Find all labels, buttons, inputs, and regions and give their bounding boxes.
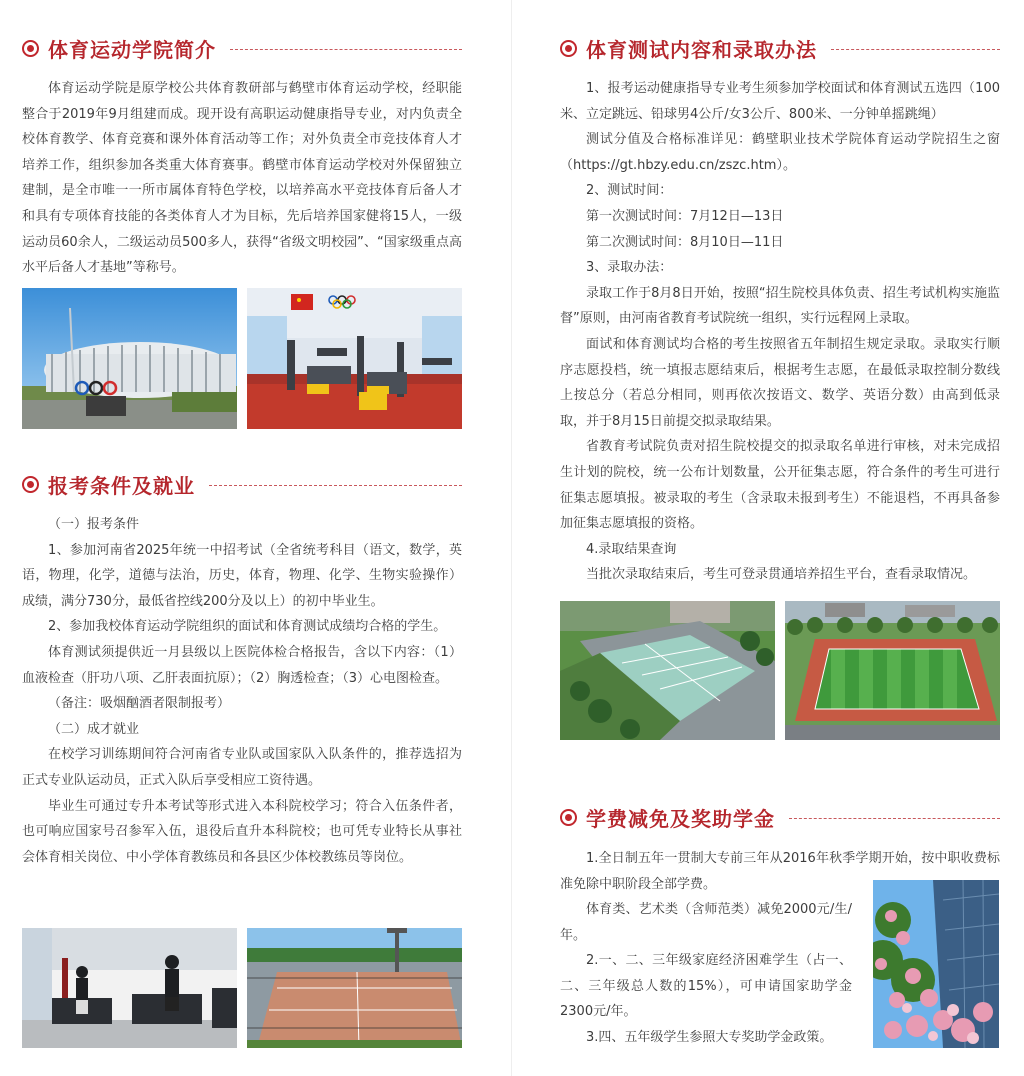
athletics-field-aerial-photo: [785, 601, 1000, 740]
fitness-training-photo: [22, 928, 237, 1048]
admission-text: [22, 512, 462, 870]
paragraph: 1、报考运动健康指导专业考生须参加学校面试和体育测试五选四（100米、立定跳远、铅球男4公斤/女3公斤、800米、一分钟单摇跳绳）: [560, 81, 1000, 122]
circle-bullet-icon: [560, 40, 577, 57]
tennis-courts-aerial-photo: [560, 601, 775, 740]
section-title: 体育测试内容和录取办法: [586, 37, 817, 62]
paragraph: 毕业生可通过专升本考试等形式进入本科院校学习；符合入伍条件者，也可响应国家号召参军入伍，退役后直升本科院校；也可凭专业特长从事社会体育相关岗位、中小学体育教练员和各县区少体校教练员等岗位。: [22, 798, 462, 865]
paragraph: （二）成才就业: [48, 721, 140, 737]
paragraph: 录取工作于8月8日开始，按照“招生院校具体负责、招生考试机构实施监督”原则，由河南省教育考试院统一组织，实行远程网上录取。: [560, 285, 1000, 327]
circle-bullet-icon: [22, 476, 39, 493]
paragraph: 体育类、艺术类（含师范类）减免2000元/生/年。: [560, 902, 852, 943]
paragraph: 2.一、二、三年级家庭经济困难学生（占一、二、三年级总人数的15%），可申请国家助学金2300元/年。: [560, 953, 852, 1020]
paragraph: 在校学习训练期间符合河南省专业队或国家队入队条件的，推荐选招为正式专业队运动员，正式入队后享受相应工资待遇。: [22, 747, 462, 788]
paragraph: 3、录取办法：: [586, 260, 673, 276]
paragraph: 2、参加我校体育运动学院组织的面试和体育测试成绩均合格的学生。: [48, 619, 447, 635]
dashed-rule: [230, 49, 462, 50]
section-heading-tuition: [560, 802, 1000, 832]
paragraph: 省教育考试院负责对招生院校提交的拟录取名单进行审核，对未完成招生计划的院校，统一公布计划数量，公开征集志愿，符合条件的考生可进行征集志愿填报。被录取的考生（含录取未报到考生）不能退档，不再具备参加征集志愿填报的资格。: [560, 439, 1000, 532]
test-text: [560, 76, 1000, 588]
paragraph: 2、测试时间：: [586, 183, 673, 199]
section-title: 学费减免及奖助学金: [586, 806, 775, 831]
paragraph: 3.四、五年级学生参照大专奖助学金政策。: [586, 1029, 833, 1045]
section-heading-intro: [22, 33, 462, 63]
outdoor-courts-photo: [247, 928, 462, 1048]
stadium-photo: [22, 288, 237, 429]
dashed-rule: [831, 49, 1000, 50]
section-heading-admission: [22, 469, 462, 499]
intro-text: [22, 76, 462, 281]
paragraph: 1.全日制五年一贯制大专前三年从2016年秋季学期开始，按中职收费标准免除中职阶段全部学费。: [560, 851, 1000, 892]
gym-photo: [247, 288, 462, 429]
section-heading-test: [560, 33, 1000, 63]
circle-bullet-icon: [22, 40, 39, 57]
paragraph: 第二次测试时间：8月10日—11日: [586, 234, 784, 250]
paragraph: 体育运动学院是原学校公共体育教研部与鹤壁市体育运动学校，经职能整合于2019年9月组建而成。现开设有高职运动健康指导专业，对内负责全校体育教学、体育竞赛和课外体育活动等工作；对外负责全市竞技体育人才培养工作，组织参加各类重大体育赛事。鹤壁市体育运动学校对外保留独立建制，是全市唯一一所市属体育特色学校，以培养高水平竞技体育后备人才和具有专项体育技能的各类体育人才为目标，先后培养国家健将15人，一级运动员60余人，二级运动员500多人，获得“省级文明校园”、“国家级重点高水平后备人才基地”等称号。: [22, 81, 462, 276]
dashed-rule: [789, 818, 1000, 819]
paragraph: 1、参加河南省2025年统一中招考试（全省统考科目（语文，数学，英语，物理，化学，道德与法治，历史，体育，物理、化学、生物实验操作）成绩，满分730分，最低省控线200分及以上）的初中毕业生。: [22, 542, 462, 609]
paragraph: 面试和体育测试均合格的考生按照省五年制招生规定录取。录取实行顺序志愿投档，统一填报志愿结束后，根据考生志愿，在最低录取控制分数线上按总分（若总分相同，则再依次按语文、数学、英语分数）由高到低录取，并于8月15日前提交拟录取结果。: [560, 336, 1000, 429]
tuition-text-narrow: [560, 897, 852, 1051]
paragraph: （备注：吸烟酗酒者限制报考）: [48, 696, 231, 712]
paragraph: 4.录取结果查询: [586, 541, 677, 557]
paragraph: 测试分值及合格标准详见：鹤壁职业技术学院体育运动学院招生之窗（https://gt.hbzy.edu.cn/zszc.htm）。: [560, 132, 1000, 173]
circle-bullet-icon: [560, 809, 577, 826]
paragraph: 当批次录取结束后，考生可登录贯通培养招生平台，查看录取情况。: [586, 567, 977, 583]
section-title: 体育运动学院简介: [48, 37, 216, 62]
page-fold-divider: [511, 0, 512, 1076]
campus-blossom-photo: [873, 880, 999, 1048]
paragraph: 体育测试须提供近一月县级以上医院体检合格报告，含以下内容：（1）血液检查（肝功八项、乙肝表面抗原）；（2）胸透检查；（3）心电图检查。: [22, 644, 462, 686]
section-title: 报考条件及就业: [48, 473, 195, 498]
paragraph: 第一次测试时间：7月12日—13日: [586, 208, 784, 224]
paragraph: （一）报考条件: [48, 517, 140, 532]
dashed-rule: [209, 485, 462, 486]
